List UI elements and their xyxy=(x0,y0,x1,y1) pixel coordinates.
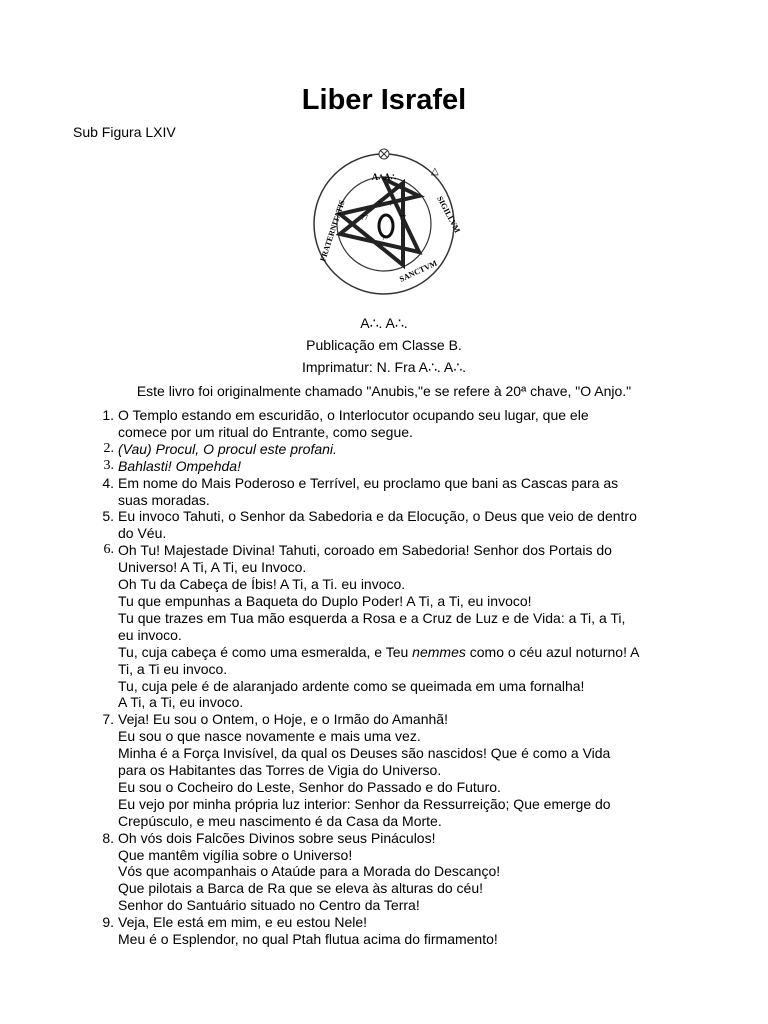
item-line: para os Habitantes das Torres de Vigia do Universo. xyxy=(118,762,442,779)
item-line: Tu que trazes em Tua mão esquerda a Rosa e a Cruz de Luz e de Vida: a Ti, a Ti, xyxy=(118,609,626,626)
item-number: 2. xyxy=(103,440,114,456)
list-item xyxy=(102,474,718,509)
item-line: O Templo estando em escuridão, o Interlocutor ocupando seu lugar, que ele xyxy=(118,407,589,423)
svg-text:SIGILLVM: SIGILLVM xyxy=(435,194,463,235)
item-number: 7. xyxy=(102,711,114,728)
svg-text:77: 77 xyxy=(361,214,368,222)
item-line: Eu vejo por minha própria luz interior: Senhor da Ressurreição; Que emerge do xyxy=(118,795,611,812)
item-line: Eu sou o Cocheiro do Leste, Senhor do Passado e do Futuro. xyxy=(118,778,501,795)
item-line: Eu sou o que nasce novamente e mais uma vez. xyxy=(118,728,421,745)
item-number: 4. xyxy=(102,474,114,491)
item-line: Oh Tu! Majestade Divina! Tahuti, coroado em Sabedoria! Senhor dos Portais do xyxy=(118,542,612,559)
item-number: 6. xyxy=(103,542,114,558)
emphasis-word: nemmes xyxy=(412,643,466,660)
list-item xyxy=(102,914,718,948)
item-line: Tu que empunhas a Baqueta do Duplo Poder! A Ti, a Ti, eu invoco! xyxy=(118,592,532,609)
item-line: Oh Tu da Cabeça de Íbis! A Ti, a Ti. eu invoco. xyxy=(118,576,406,593)
item-line-text: Tu, cuja cabeça é como uma esmeralda, e Teu xyxy=(118,643,409,660)
item-number: 9. xyxy=(102,914,114,931)
list-item xyxy=(102,711,718,829)
item-line: Senhor do Santuário situado no Centro da Terra! xyxy=(118,897,420,914)
item-line: Que pilotais a Barca de Ra que se eleva às alturas do céu! xyxy=(118,880,483,897)
header-line: Imprimatur: N. Fra A∴. A∴. xyxy=(301,359,467,375)
header-lines xyxy=(0,312,768,378)
list-item xyxy=(102,508,718,542)
svg-text:7: 7 xyxy=(389,200,393,208)
item-line: Veja! Eu sou o Ontem, o Hoje, e o Irmão do Amanhã! xyxy=(118,711,448,728)
svg-text:7: 7 xyxy=(377,200,381,208)
intro-paragraph: Este livro foi originalmente chamado "Anubis,"e se refere à 20ª chave, "O Anjo." xyxy=(136,383,632,399)
item-line xyxy=(118,644,718,661)
item-line: Universo! A Ti, A Ti, eu Invoco. xyxy=(118,559,307,576)
document-subtitle: Sub Figura LXIV xyxy=(73,124,176,140)
svg-text:7: 7 xyxy=(382,234,386,242)
item-line: (Vau) Procul, O procul este profani. xyxy=(118,440,337,457)
svg-text:A∴A∴: A∴A∴ xyxy=(371,172,397,182)
item-line: Meu é o Esplendor, no qual Ptah flutua acima do firmamento! xyxy=(118,931,498,948)
item-number: 5. xyxy=(102,508,114,525)
header-line: A∴. A∴. xyxy=(360,315,408,331)
header-line: Publicação em Classe B. xyxy=(306,337,462,353)
item-number: 3. xyxy=(103,457,114,473)
svg-text:△: △ xyxy=(431,166,439,177)
item-line: suas moradas. xyxy=(118,491,210,508)
item-line: Em nome do Mais Poderoso e Terrível, eu proclamo que bani as Cascas para as xyxy=(118,474,619,491)
sigillum-seal-image xyxy=(311,146,463,292)
list-item xyxy=(103,542,718,711)
item-number: 8. xyxy=(102,829,114,846)
item-line: eu invoco. xyxy=(118,626,182,643)
item-line: Minha é a Força Invisível, da qual os Deuses são nascidos! Que é como a Vida xyxy=(118,745,611,762)
item-line: Eu invoco Tahuti, o Senhor da Sabedoria e da Elocução, o Deus que veio de dentro xyxy=(118,508,637,525)
document-title: Liber Israfel xyxy=(301,84,467,116)
list-item xyxy=(103,457,718,475)
item-line: Vós que acompanhais o Ataúde para a Morada do Descanço! xyxy=(118,863,501,880)
item-line: Que mantêm vigília sobre o Universo! xyxy=(118,846,353,863)
item-line: Crepúsculo, e meu nascimento é da Casa da Morte. xyxy=(118,812,442,829)
item-line: do Véu. xyxy=(118,525,167,542)
list-item xyxy=(103,440,718,458)
item-line: Veja, Ele está em mim, e eu estou Nele! xyxy=(118,914,368,931)
item-line: Oh vós dois Falcões Divinos sobre seus Pináculos! xyxy=(118,829,436,846)
item-line: Bahlasti! Ompehda! xyxy=(118,457,241,474)
item-line-text: como o céu azul noturno! A xyxy=(469,643,640,660)
item-line: Ti, a Ti eu invoco. xyxy=(118,660,228,677)
svg-text:SANCTVM: SANCTVM xyxy=(398,258,439,284)
list-item xyxy=(102,829,718,915)
item-line: A Ti, a Ti, eu invoco. xyxy=(118,694,244,711)
list-item xyxy=(102,407,718,441)
svg-text:FRATERNITATIS: FRATERNITATIS xyxy=(318,198,347,263)
numbered-verse-list xyxy=(102,407,718,948)
item-line: Tu, cuja pele é de alaranjado ardente como se queimada em uma fornalha! xyxy=(118,677,585,694)
item-number: 1. xyxy=(102,407,114,423)
item-line: comece por um ritual do Entrante, como segue. xyxy=(118,423,413,440)
svg-text:77: 77 xyxy=(399,214,406,222)
